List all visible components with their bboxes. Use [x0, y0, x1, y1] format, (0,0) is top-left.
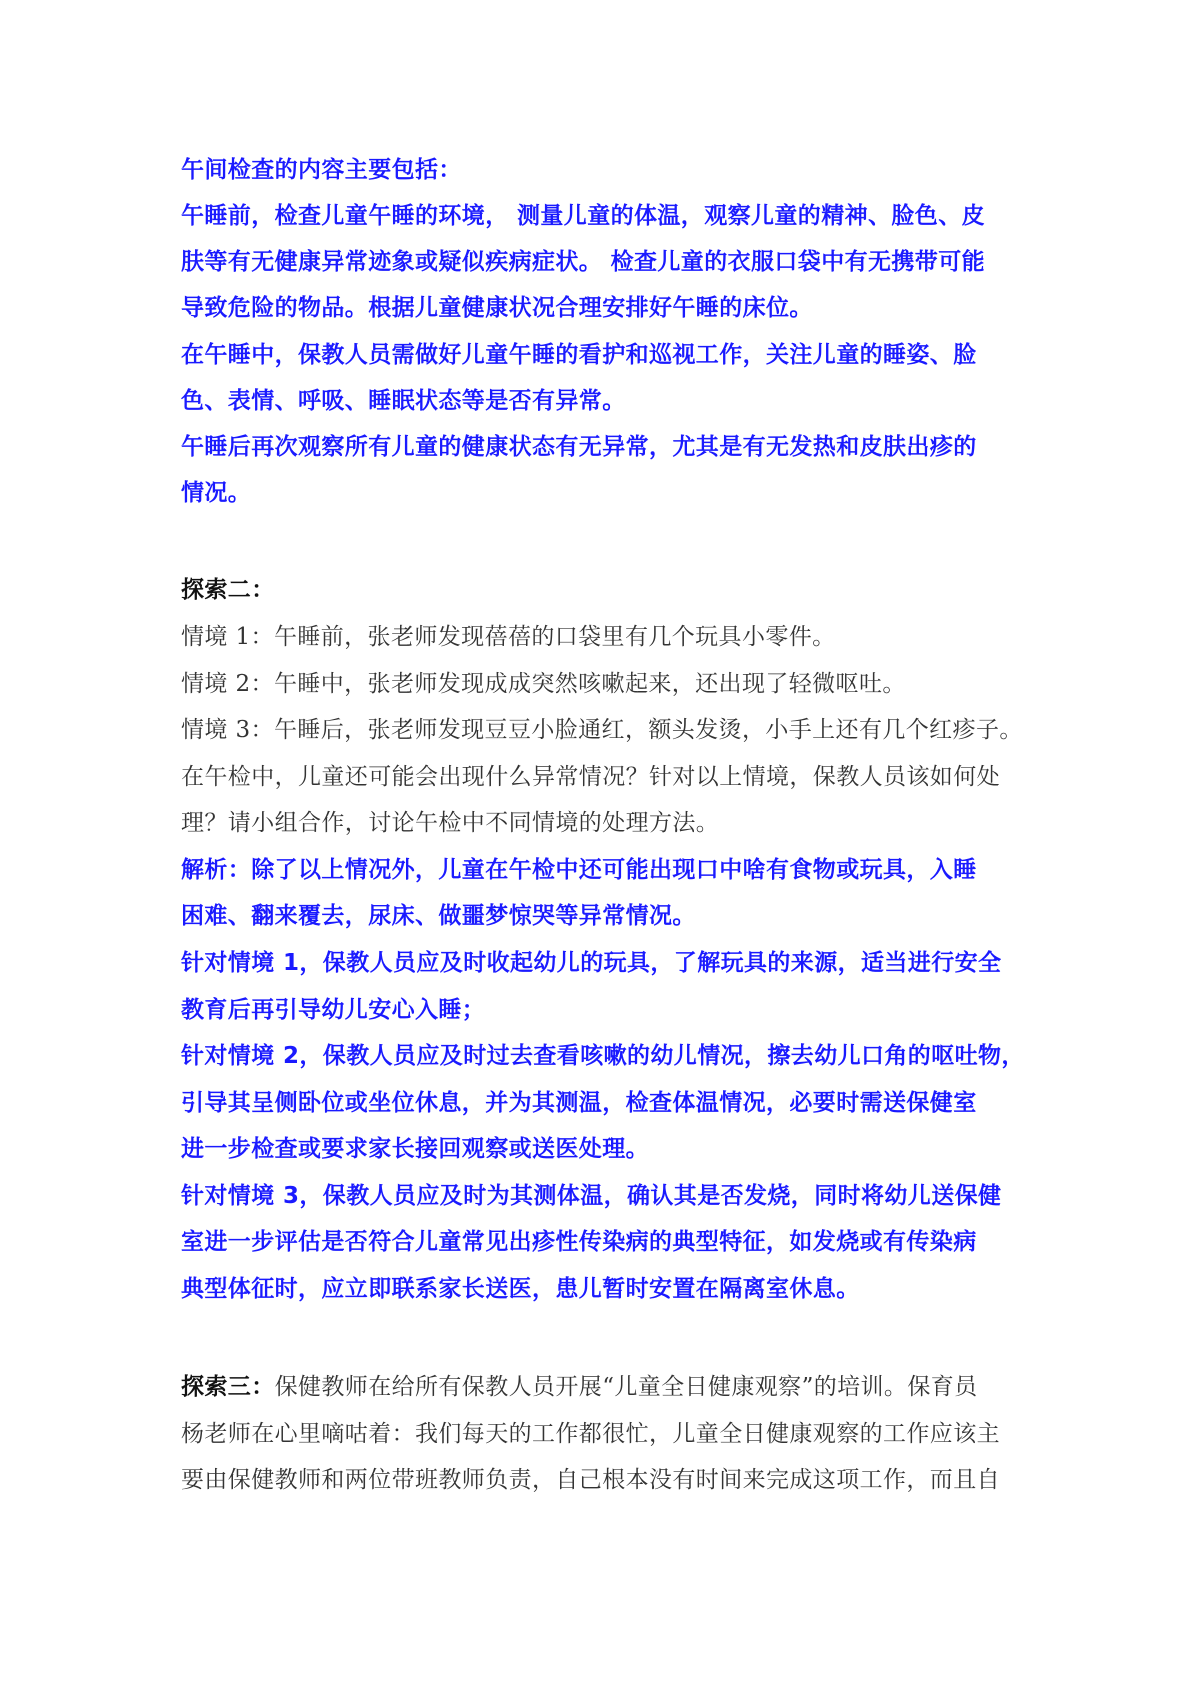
scenario-line: 情境 3：午睡后，张老师发现豆豆小脸通红，额头发烫，小手上还有几个红疹子。 [181, 717, 1023, 743]
analysis-line: 典型体征时，应立即联系家长送医，患儿暂时安置在隔离室休息。 [181, 1276, 860, 1302]
analysis-line: 引导其呈侧卧位或坐位休息，并为其测温，检查体温情况，必要时需送保健室 [181, 1090, 977, 1116]
analysis-line: 解析：除了以上情况外，儿童在午检中还可能出现口中啥有食物或玩具，入睡 [181, 857, 977, 883]
section3-first-line [181, 1372, 978, 1402]
section3-line: 要由保健教师和两位带班教师负责，自己根本没有时间来完成这项工作，而且自 [181, 1467, 1000, 1493]
section1-heading: 午间检查的内容主要包括： [181, 157, 462, 183]
section1-line: 导致危险的物品。根据儿童健康状况合理安排好午睡的床位。 [181, 295, 813, 321]
question-line: 理？请小组合作，讨论午检中不同情境的处理方法。 [181, 810, 720, 836]
section2-heading: 探索二： [181, 577, 275, 603]
section1-line: 午睡前，检查儿童午睡的环境， 测量儿童的体温，观察儿童的精神、脸色、皮 [181, 203, 986, 229]
analysis-line: 针对情境 3，保教人员应及时为其测体温，确认其是否发烧，同时将幼儿送保健 [181, 1183, 1002, 1209]
section1-line: 色、表情、呼吸、睡眠状态等是否有异常。 [181, 388, 626, 414]
section3-line: 杨老师在心里嘀咕着：我们每天的工作都很忙，儿童全日健康观察的工作应该主 [181, 1421, 1000, 1447]
analysis-line: 困难、翻来覆去，尿床、做噩梦惊哭等异常情况。 [181, 903, 696, 929]
section1-line: 肤等有无健康异常迹象或疑似疾病症状。 检查儿童的衣服口袋中有无携带可能 [181, 249, 986, 275]
analysis-line: 针对情境 2，保教人员应及时过去查看咳嗽的幼儿情况，擦去幼儿口角的呕吐物， [181, 1043, 1025, 1069]
section3-first-line-text: 保健教师在给所有保教人员开展“儿童全日健康观察”的培训。保育员 [274, 1374, 978, 1400]
section3-heading: 探索三： [181, 1374, 275, 1400]
analysis-line: 室进一步评估是否符合儿童常见出疹性传染病的典型特征，如发烧或有传染病 [181, 1229, 977, 1255]
analysis-line: 针对情境 1，保教人员应及时收起幼儿的玩具，了解玩具的来源，适当进行安全 [181, 950, 1002, 976]
scenario-line: 情境 2：午睡中，张老师发现成成突然咳嗽起来，还出现了轻微呕吐。 [181, 671, 906, 697]
section1-line: 情况。 [181, 480, 252, 506]
analysis-line: 进一步检查或要求家长接回观察或送医处理。 [181, 1136, 649, 1162]
analysis-line: 教育后再引导幼儿安心入睡； [181, 997, 486, 1023]
section1-line: 在午睡中，保教人员需做好儿童午睡的看护和巡视工作，关注儿童的睡姿、脸 [181, 342, 977, 368]
section1-line: 午睡后再次观察所有儿童的健康状态有无异常，尤其是有无发热和皮肤出疹的 [181, 434, 977, 460]
scenario-line: 情境 1：午睡前，张老师发现蓓蓓的口袋里有几个玩具小零件。 [181, 624, 836, 650]
question-line: 在午检中，儿童还可能会出现什么异常情况？针对以上情境，保教人员该如何处 [181, 764, 1000, 790]
